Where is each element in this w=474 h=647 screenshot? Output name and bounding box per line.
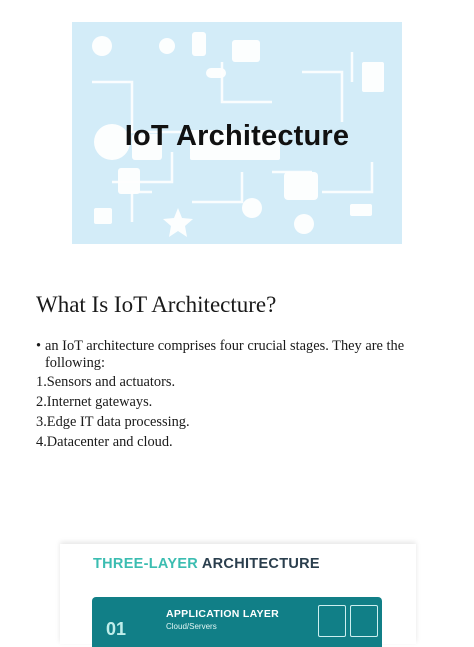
step-edge: 3.Edge IT data processing. <box>36 414 190 430</box>
step-datacenter: 4.Datacenter and cloud. <box>36 434 173 450</box>
step-gateways: 2.Internet gateways. <box>36 394 153 410</box>
database-icon <box>350 605 378 637</box>
server-icon <box>318 605 346 637</box>
gear-icon <box>242 198 262 218</box>
layer-subtitle: Cloud/Servers <box>166 622 217 631</box>
battery-icon <box>350 204 372 216</box>
bullet-text: an IoT architecture comprises four crucial stages. They are the following: <box>45 338 405 371</box>
lock-icon <box>94 208 112 224</box>
section-heading: What Is IoT Architecture? <box>36 292 277 317</box>
chat-bubble-icon <box>232 40 260 62</box>
camera-icon <box>284 172 318 200</box>
bullet-item <box>36 338 416 372</box>
router-icon <box>118 168 140 194</box>
layer-name: APPLICATION LAYER <box>166 608 280 620</box>
step-sensors: 1.Sensors and actuators. <box>36 374 176 390</box>
banner-title: IoT Architecture <box>124 120 350 152</box>
phone-icon <box>192 32 206 56</box>
diagram-title-rest: ARCHITECTURE <box>201 556 320 572</box>
layer-number: 01 <box>106 619 127 639</box>
application-layer-band <box>92 597 382 647</box>
mic-icon <box>159 38 175 54</box>
lightbulb-icon <box>92 36 112 56</box>
diagram-title-accent: THREE-LAYER <box>93 556 199 572</box>
device-icon <box>362 62 384 92</box>
globe-icon <box>294 214 314 234</box>
title-banner <box>72 22 402 244</box>
wifi-icon <box>206 68 226 78</box>
architecture-diagram-card <box>60 544 416 644</box>
bullet-marker: • <box>36 338 42 354</box>
star-icon <box>163 208 193 237</box>
diagram-title <box>93 556 320 572</box>
